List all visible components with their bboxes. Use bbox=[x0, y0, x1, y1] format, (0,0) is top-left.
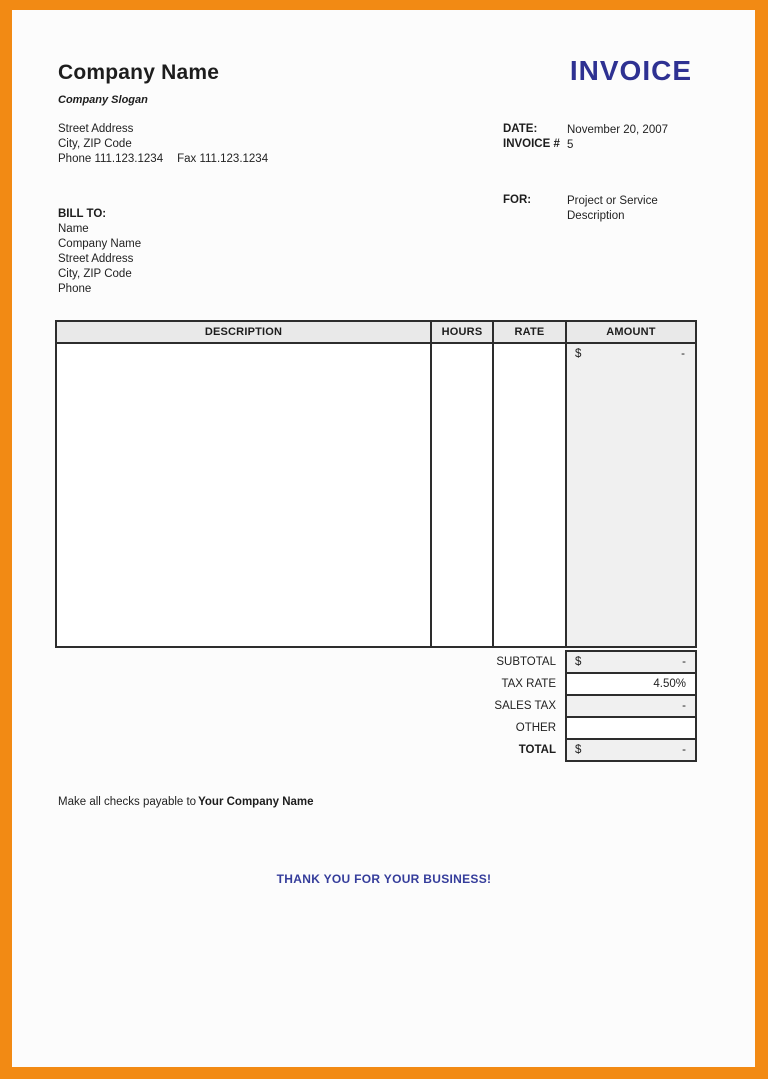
rate-cell bbox=[492, 344, 565, 646]
totals-section bbox=[428, 650, 697, 762]
subtotal-value-cell bbox=[565, 650, 697, 674]
hours-cell bbox=[430, 344, 492, 646]
sales-tax-value-cell bbox=[565, 694, 697, 718]
checks-payable-line bbox=[58, 796, 314, 808]
bill-to-phone: Phone bbox=[58, 283, 92, 295]
table-body-row bbox=[57, 344, 695, 646]
column-header-rate: RATE bbox=[492, 322, 565, 342]
amount-currency: $ bbox=[575, 348, 582, 360]
table-header-row bbox=[57, 322, 695, 344]
invoice-number-value: 5 bbox=[567, 139, 574, 151]
description-cell bbox=[57, 344, 430, 646]
sales-tax-value: - bbox=[682, 700, 686, 712]
subtotal-currency: $ bbox=[575, 656, 582, 668]
company-fax: Fax 111.123.1234 bbox=[177, 153, 269, 165]
for-value: Project or Service Description bbox=[567, 195, 658, 222]
company-city-zip: City, ZIP Code bbox=[58, 138, 132, 150]
thank-you-message: THANK YOU FOR YOUR BUSINESS! bbox=[276, 872, 492, 886]
sales-tax-row bbox=[428, 694, 697, 718]
bill-to-company: Company Name bbox=[58, 238, 142, 250]
subtotal-label: SUBTOTAL bbox=[496, 656, 556, 668]
amount-cell bbox=[565, 344, 695, 646]
company-street: Street Address bbox=[58, 123, 134, 135]
bill-to-street: Street Address bbox=[58, 253, 134, 265]
payee-company-name: Your Company Name bbox=[198, 796, 314, 808]
other-value-cell bbox=[565, 716, 697, 740]
total-value-cell bbox=[565, 738, 697, 762]
other-row bbox=[428, 716, 697, 740]
other-label: OTHER bbox=[515, 722, 556, 734]
total-value: - bbox=[682, 744, 686, 756]
company-phone-fax bbox=[58, 152, 268, 167]
bill-to-label: BILL TO: bbox=[58, 208, 107, 220]
total-row bbox=[428, 738, 697, 762]
tax-rate-row bbox=[428, 672, 697, 696]
subtotal-value: - bbox=[682, 656, 686, 668]
tax-rate-value: 4.50% bbox=[653, 678, 686, 690]
column-header-hours: HOURS bbox=[430, 322, 492, 342]
company-address bbox=[58, 122, 268, 167]
total-currency: $ bbox=[575, 744, 582, 756]
column-header-amount: AMOUNT bbox=[565, 322, 695, 342]
invoice-title: INVOICE bbox=[569, 55, 692, 86]
checks-payable-text: Make all checks payable to bbox=[58, 796, 197, 808]
date-label: DATE: bbox=[503, 123, 538, 135]
amount-value: - bbox=[681, 348, 685, 360]
for-label: FOR: bbox=[503, 194, 532, 206]
company-name: Company Name bbox=[58, 61, 220, 84]
tax-rate-value-cell bbox=[565, 672, 697, 696]
sales-tax-label: SALES TAX bbox=[494, 700, 556, 712]
total-label: TOTAL bbox=[518, 744, 556, 756]
invoice-number-label: INVOICE # bbox=[503, 138, 560, 150]
company-phone: Phone 111.123.1234 bbox=[58, 153, 164, 165]
bill-to-block bbox=[58, 207, 141, 297]
line-items-table bbox=[55, 320, 697, 648]
company-slogan: Company Slogan bbox=[58, 94, 148, 106]
subtotal-row bbox=[428, 650, 697, 674]
date-value: November 20, 2007 bbox=[567, 124, 669, 136]
bill-to-city-zip: City, ZIP Code bbox=[58, 268, 132, 280]
column-header-description: DESCRIPTION bbox=[204, 326, 283, 338]
tax-rate-label: TAX RATE bbox=[501, 678, 556, 690]
bill-to-name: Name bbox=[58, 223, 89, 235]
